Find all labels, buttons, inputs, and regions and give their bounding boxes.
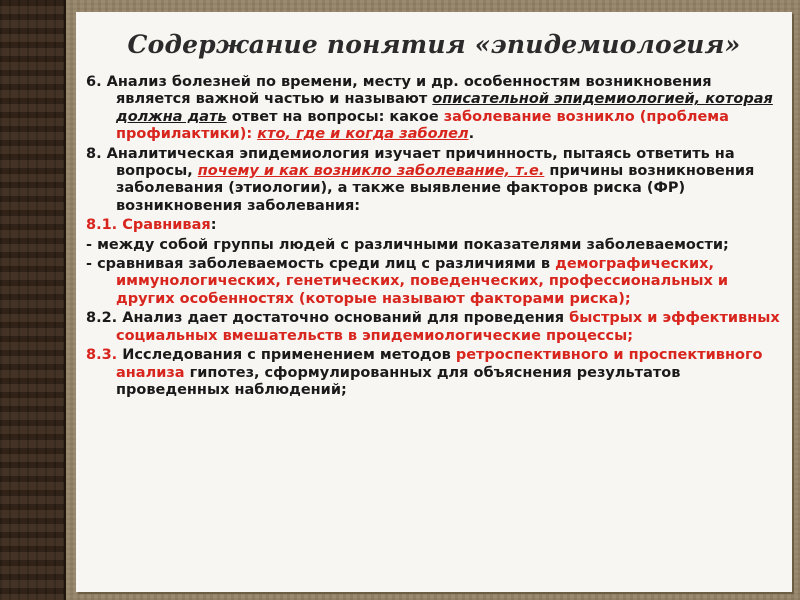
bullet-1-text: - между собой группы людей с различными показателями заболеваемости;: [86, 236, 729, 253]
p6-prevention-problem: заболевание возникло (проблема профилактики):: [116, 108, 729, 143]
paragraph-6: [86, 74, 786, 144]
bullet-groups: [86, 237, 786, 254]
p82-text-1: 8.2. Анализ дает достаточно оснований для проведения: [86, 310, 570, 327]
slide-content: [86, 74, 786, 401]
p6-text-1: 6. Анализ болезней по времени, месту и др. особенностям возникновения является важной частью и называют: [86, 74, 712, 108]
p83-number: 8.3.: [86, 347, 118, 364]
bullet-2-text-1: - сравнивая заболеваемость среди лиц с различиями в: [86, 256, 556, 273]
p6-who-where-when: кто, где и когда заболел: [257, 126, 469, 143]
p81-comparing: 8.1. Сравнивая: [86, 217, 211, 234]
p6-text-6: .: [468, 126, 475, 143]
p83-analysis-methods: ретроспективного и проспективного анализа: [116, 347, 763, 381]
paragraph-8-1: [86, 217, 786, 234]
p82-interventions: быстрых и эффективных социальных вмешательств в эпидемиологические процессы;: [116, 310, 780, 344]
slide-title: Содержание понятия «эпидемиология»: [127, 30, 741, 59]
p6-descriptive-epidemiology: описательной эпидемиологией, которая должна дать: [116, 91, 773, 125]
p83-text-2: Исследования с применением методов: [117, 347, 456, 364]
decorative-wood-strip: [0, 0, 66, 600]
bullet-2-risk-factors: демографических, иммунологических, генетических, поведенческих, профессиональных и других особенностях (которые называют факторами риска);: [116, 256, 729, 307]
bullet-differences: [86, 256, 786, 308]
p8-why-how: почему и как возникло заболевание, т.е.: [197, 163, 545, 180]
p8-text-1: 8. Аналитическая эпидемиология изучает причинность, пытаясь ответить на вопросы,: [86, 145, 735, 180]
p8-text-3: причины возникновения заболевания (этиологии), а также выявление факторов риска (ФР) возникновения заболевания:: [116, 163, 755, 214]
paragraph-8-2: [86, 310, 786, 345]
p6-text-3: ответ на вопросы: какое: [226, 108, 444, 125]
slide-panel: [76, 12, 792, 592]
paragraph-8-3: [86, 347, 786, 399]
paragraph-8: [86, 146, 786, 216]
p83-text-4: гипотез, сформулированных для объяснения результатов проведенных наблюдений;: [116, 364, 681, 398]
p81-colon: :: [210, 217, 217, 234]
